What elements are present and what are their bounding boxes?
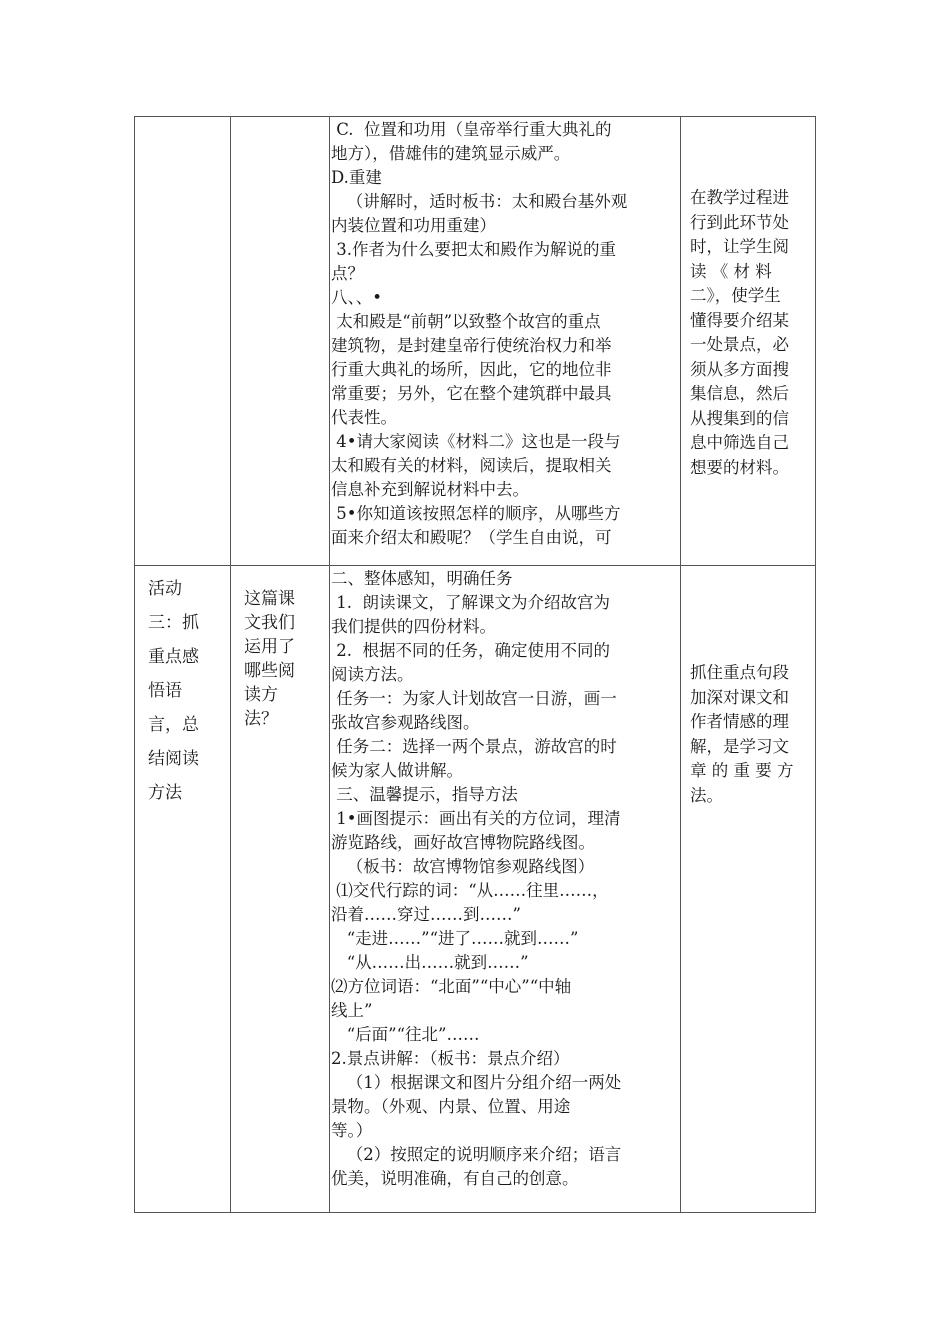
text-line: 法？: [244, 709, 278, 729]
text-line: ⑴交代行踪的词：“从……往里……，: [331, 881, 609, 900]
text-line: 读 《 材 料: [690, 261, 772, 281]
text-line: 行到此环节处: [690, 212, 789, 232]
text-line: 时，让学生阅: [690, 237, 789, 256]
text-line: 3.作者为什么要把太和殿作为解说的重: [331, 240, 616, 259]
text-line: 建筑物，是封建皇帝行使统治权力和举: [331, 336, 612, 355]
text-line: “从……出……就到……”: [331, 953, 529, 972]
text-line: 重点感: [148, 647, 199, 667]
text-line: 须从多方面搜: [690, 359, 789, 379]
text-line: D.重建: [331, 168, 382, 187]
text-line: 活动: [148, 579, 182, 599]
row2-design-intent: [690, 661, 816, 861]
text-line: ⑵方位词语：“北面”“中心”“中轴: [331, 977, 572, 996]
text-line: 内装位置和功用重建）: [331, 216, 496, 235]
text-line: C. 位置和功用（皇帝举行重大典礼的: [331, 120, 612, 139]
text-line: 哪些阅: [244, 661, 295, 681]
text-line: 法。: [690, 785, 723, 805]
text-line: 我们提供的四份材料。: [331, 617, 496, 636]
text-line: 这篇课: [244, 589, 295, 609]
text-line: （2）按照定的说明顺序来介绍；语言: [331, 1145, 622, 1164]
text-line: 线上”: [331, 1001, 373, 1020]
text-line: 候为家人做讲解。: [331, 761, 463, 780]
text-line: 在教学过程进: [690, 188, 789, 207]
column-divider: [230, 117, 231, 1212]
text-line: 地方），借雄伟的建筑显示威严。: [331, 144, 571, 163]
text-line: 从搜集到的信: [690, 408, 789, 428]
text-line: “后面”“往北”……: [331, 1025, 480, 1044]
text-line: 1. 朗读课文，了解课文为介绍故宫为: [331, 593, 610, 612]
row2-content-lines: [331, 567, 679, 1191]
text-line: 一处景点，必: [690, 335, 789, 354]
text-line: 二、整体感知，明确任务: [331, 569, 513, 588]
text-line: 言，总: [148, 715, 199, 735]
text-line: 解，是学习文: [690, 736, 789, 756]
row2-teaching-content: [331, 567, 679, 1213]
text-line: 点？: [331, 264, 364, 283]
text-line: （板书：故宫博物馆参观路线图）: [331, 857, 595, 876]
row2-activity-name: [148, 572, 228, 872]
text-line: 代表性。: [331, 408, 397, 427]
text-line: 三：抓: [148, 613, 199, 633]
row1-design-intent: [690, 186, 816, 546]
text-line: 读方: [244, 685, 278, 705]
column-divider: [680, 117, 681, 1212]
text-line: 信息补充到解说材料中去。: [331, 480, 529, 499]
row1-content-lines: [331, 118, 679, 550]
row2-question: [244, 587, 329, 787]
text-line: 行重大典礼的场所，因此，它的地位非: [331, 360, 612, 379]
text-line: 太和殿是“前朝”以致整个故宫的重点: [331, 312, 601, 331]
text-line: （讲解时，适时板书：太和殿台基外观: [331, 192, 628, 211]
text-line: 沿着……穿过……到……”: [331, 905, 521, 924]
column-divider: [329, 117, 330, 1212]
text-line: 常重要；另外，它在整个建筑群中最具: [331, 384, 612, 403]
text-line: 二》，使学生: [690, 286, 781, 305]
text-line: 八、、•: [331, 288, 382, 307]
text-line: 作者情感的理: [690, 712, 789, 731]
text-line: “走进……”“进了……就到……”: [331, 929, 579, 948]
text-line: 三、温馨提示，指导方法: [331, 785, 518, 804]
text-line: 游览路线，画好故宫博物院路线图。: [331, 833, 595, 852]
lesson-plan-table: [134, 116, 816, 1213]
text-line: 加深对课文和: [690, 687, 789, 707]
text-line: 任务二：选择一两个景点，游故宫的时: [331, 737, 617, 756]
text-line: 面来介绍太和殿呢？（学生自由说，可: [331, 528, 612, 547]
text-line: 结阅读: [148, 749, 199, 769]
text-line: 悟语: [148, 681, 182, 701]
text-line: 等。）: [331, 1121, 373, 1140]
row2-activity-lines: [148, 572, 228, 810]
text-line: 息中筛选自己: [690, 433, 789, 452]
text-line: 优美，说明准确，有自己的创意。: [331, 1169, 579, 1188]
text-line: 5•你知道该按照怎样的顺序，从哪些方: [331, 504, 621, 523]
text-line: 文我们: [244, 613, 295, 633]
text-line: 太和殿有关的材料，阅读后，提取相关: [331, 456, 612, 475]
text-line: 2. 根据不同的任务，确定使用不同的: [331, 641, 610, 660]
text-line: 抓住重点句段: [690, 663, 789, 682]
text-line: （1）根据课文和图片分组介绍一两处: [331, 1073, 622, 1092]
row-divider: [135, 565, 815, 566]
text-line: 懂得要介绍某: [690, 310, 789, 330]
text-line: 任务一：为家人计划故宫一日游，画一: [331, 689, 617, 708]
text-line: 章 的 重 要 方: [690, 761, 794, 780]
text-line: 景物。（外观、内景、位置、用途: [331, 1097, 571, 1116]
row1-intent-lines: [690, 186, 816, 480]
text-line: 1•画图提示：画出有关的方位词，理清: [331, 809, 621, 828]
text-line: 阅读方法。: [331, 665, 414, 684]
text-line: 2.景点讲解：（板书：景点介绍）: [331, 1049, 570, 1068]
text-line: 集信息，然后: [690, 384, 789, 403]
text-line: 方法: [148, 783, 182, 803]
text-line: 运用了: [244, 637, 295, 657]
text-line: 4•请大家阅读《材料二》这也是一段与: [331, 432, 621, 451]
row2-question-lines: [244, 587, 329, 731]
text-line: 想要的材料。: [690, 457, 789, 477]
row1-teaching-content: [331, 118, 679, 564]
text-line: 张故宫参观路线图。: [331, 713, 480, 732]
row2-intent-lines: [690, 661, 816, 808]
